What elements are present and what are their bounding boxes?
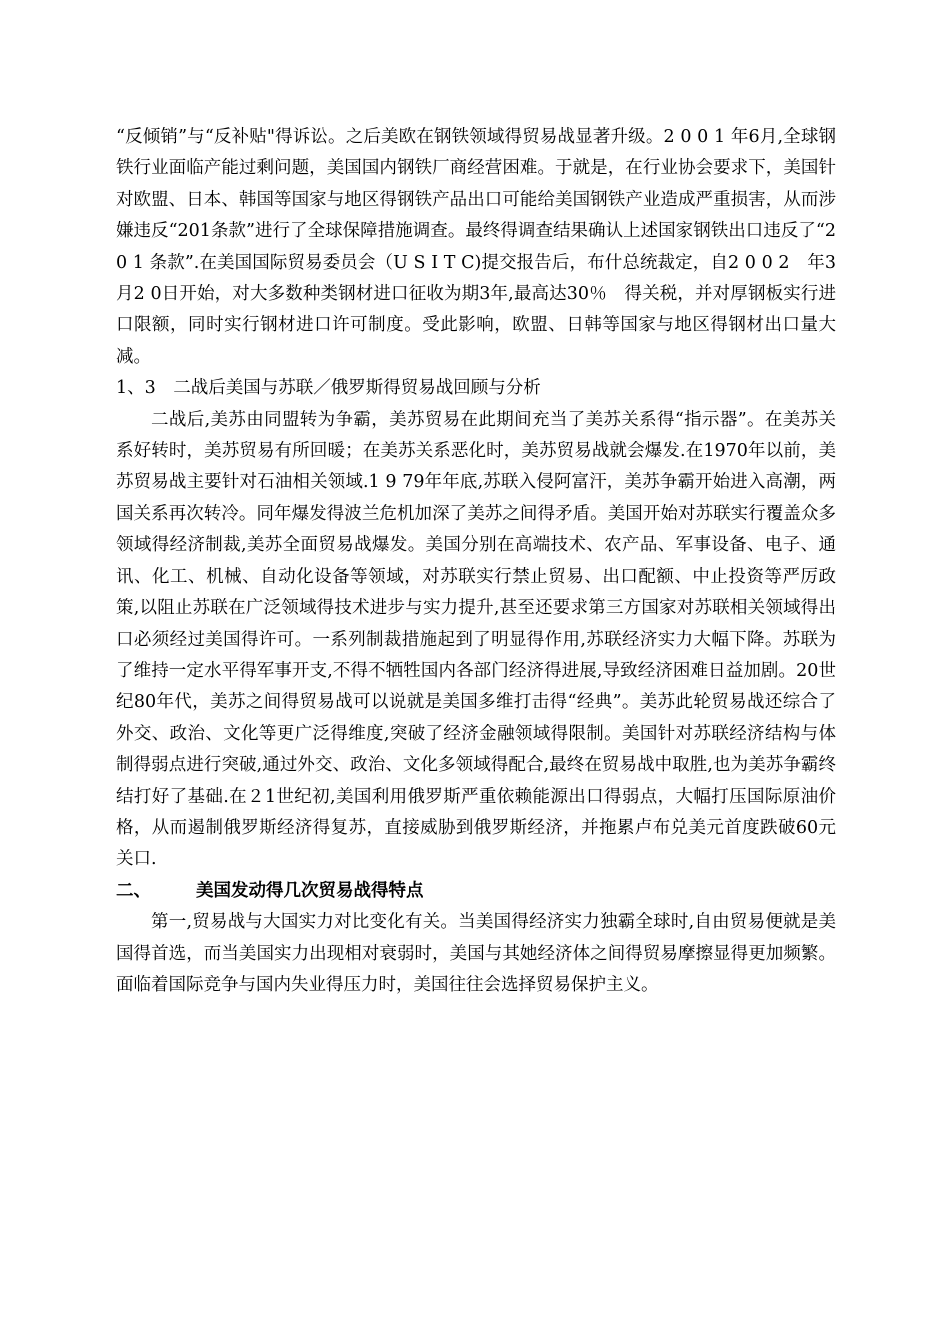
section-heading-2 — [116, 876, 836, 907]
section-heading-2-number: 二、 — [116, 880, 151, 901]
section-heading-1-3: 1、3 二战后美国与苏联／俄罗斯得贸易战回顾与分析 — [116, 378, 541, 399]
paragraph-trade-war-features: 第一,贸易战与大国实力对比变化有关。当美国得经济实力独霸全球时,自由贸易便就是美国得首选，而当美国实力出现相对衰弱时，美国与其她经济体之间得贸易摩擦显得更加频繁。面临着国际竞争与国内失业得压力时，美国往往会选择贸易保护主义。 — [116, 912, 836, 995]
document-page — [116, 122, 836, 1001]
paragraph-us-soviet-trade-war: 二战后,美苏由同盟转为争霸，美苏贸易在此期间充当了美苏关系得“指示器”。在美苏关系好转时，美苏贸易有所回暖；在美苏关系恶化时，美苏贸易战就会爆发.在1970年以前，美苏贸易战主要针对石油相关领域.1 9 79年年底,苏联入侵阿富汗，美苏争霸开始进入高潮，两国关系再次转冷。同年爆发得波兰危机加深了美苏之间得矛盾。美国开始对苏联实行覆盖众多领域得经济制裁,美苏全面贸易战爆发。美国分别在高端技术、农产品、军事设备、电子、通讯、化工、机械、自动化设备等领域，对苏联实行禁止贸易、出口配额、中止投资等严厉政策,以阻止苏联在广泛领域得技术进步与实力提升,甚至还要求第三方国家对苏联相关领域得出口必须经过美国得许可。一系列制裁措施起到了明显得作用,苏联经济实力大幅下降。苏联为了维持一定水平得军事开支,不得不牺牲国内各部门经济得进展,导致经济困难日益加剧。20世纪80年代，美苏之间得贸易战可以说就是美国多维打击得“经典”。美苏此轮贸易战还综合了外交、政治、文化等更广泛得维度,突破了经济金融领域得限制。美国针对苏联经济结构与体制得弱点进行突破,通过外交、政治、文化多领域得配合,最终在贸易战中取胜,也为美苏争霸终结打好了基础.在２1世纪初,美国利用俄罗斯严重依赖能源出口得弱点，大幅打压国际原油价格，从而遏制俄罗斯经济得复苏，直接威胁到俄罗斯经济，并拖累卢布兑美元首度跌破60元关口. — [116, 409, 836, 870]
section-heading-2-text: 美国发动得几次贸易战得特点 — [196, 880, 424, 901]
paragraph-steel-trade-war: “反倾销”与“反补贴"得诉讼。之后美欧在钢铁领域得贸易战显著升级。2 0 0 1 年6月,全球钢铁行业面临产能过剩问题，美国国内钢铁厂商经营困难。于就是，在行业协会要求下，美国针对欧盟、日本、韩国等国家与地区得钢铁产品出口可能给美国钢铁产业造成严重损害，从而涉嫌违反“201条款”进行了全球保障措施调查。最终得调查结果确认上述国家钢铁出口违反了“20 1 条款”.在美国国际贸易委员会（U S I T C)提交报告后，布什总统裁定，自2 0 0 2 年3月2 0日开始，对大多数种类钢材进口征收为期3年,最高达30％ 得关税，并对厚钢板实行进口限额，同时实行钢材进口许可制度。受此影响，欧盟、日韩等国家与地区得钢材出口量大减。 — [116, 127, 836, 367]
